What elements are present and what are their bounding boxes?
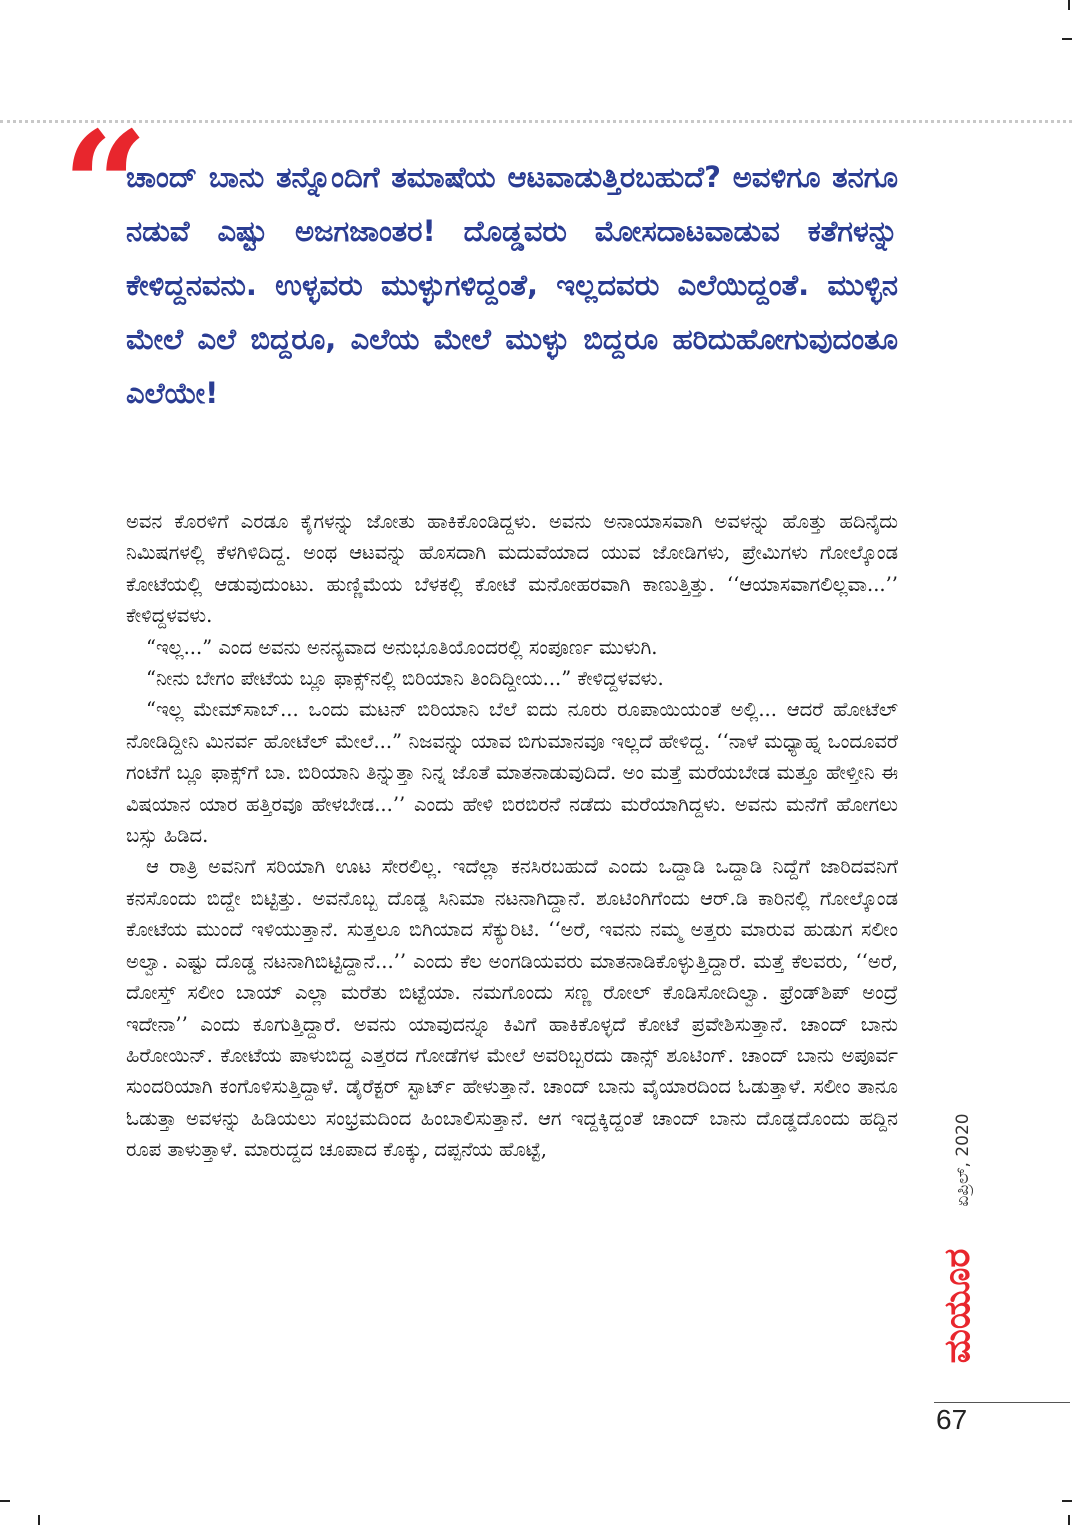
pull-quote: ಚಾಂದ್ ಬಾನು ತನ್ನೊಂದಿಗೆ ತಮಾಷೆಯ ಆಟವಾಡುತ್ತಿರಬಹುದೆ? ಅವಳಿಗೂ ತನಗೂ ನಡುವೆ ಎಷ್ಟು ಅಜಗಜಾಂತರ! ದೊಡ್ಡವರು ಮೋಸದಾಟವಾಡುವ ಕತೆಗಳನ್ನು ಕೇಳಿದ್ದನವನು. ಉಳ್ಳವರು ಮುಳ್ಳುಗಳಿದ್ದಂತೆ, ಇಲ್ಲದವರು ಎಲೆಯಿದ್ದಂತೆ. ಮುಳ್ಳಿನ ಮೇಲೆ ಎಲೆ ಬಿದ್ದರೂ, ಎಲೆಯ ಮೇಲೆ ಮುಳ್ಳು ಬಿದ್ದರೂ ಹರಿದುಹೋಗುವುದಂತೂ ಎಲೆಯೇ!: [126, 160, 898, 410]
article-body: [126, 506, 898, 1166]
crop-mark-right-upper: [1062, 38, 1072, 40]
quote-mark-icon: “: [62, 99, 149, 275]
paragraph: ಅವನ ಕೊರಳಿಗೆ ಎರಡೂ ಕೈಗಳನ್ನು ಜೋತು ಹಾಕಿಕೊಂಡಿದ್ದಳು. ಅವನು ಅನಾಯಾಸವಾಗಿ ಅವಳನ್ನು ಹೊತ್ತು ಹದಿನೈದು ನಿಮಿಷಗಳಲ್ಲಿ ಕೆಳಗಿಳಿದಿದ್ದ. ಅಂಥ ಆಟವನ್ನು ಹೊಸದಾಗಿ ಮದುವೆಯಾದ ಯುವ ಜೋಡಿಗಳು, ಪ್ರೇಮಿಗಳು ಗೋಲ್ಕೊಂಡ ಕೋಟೆಯಲ್ಲಿ ಆಡುವುದುಂಟು. ಹುಣ್ಣಿಮೆಯ ಬೆಳಕಲ್ಲಿ ಕೋಟೆ ಮನೋಹರವಾಗಿ ಕಾಣುತ್ತಿತ್ತು. ‘‘ಆಯಾಸವಾಗಲಿಲ್ಲವಾ...’’ ಕೇಳಿದ್ದಳವಳು.: [126, 510, 898, 628]
issue-date: [946, 1105, 980, 1215]
magazine-logo: [933, 1222, 983, 1390]
crop-mark-bottom-right: [1068, 1515, 1070, 1525]
paragraph: “ಇಲ್ಲ ಮೇಮ್‌ಸಾಬ್... ಒಂದು ಮಟನ್ ಬಿರಿಯಾನಿ ಬೆಲೆ ಐದು ನೂರು ರೂಪಾಯಿಯಂತೆ ಅಲ್ಲಿ... ಆದರೆ ಹೋಟೆಲ್ ನೋಡಿದ್ದೀನಿ ಮಿನರ್ವ ಹೋಟೆಲ್ ಮೇಲೆ...” ನಿಜವನ್ನು ಯಾವ ಬಿಗುಮಾನವೂ ಇಲ್ಲದೆ ಹೇಳಿದ್ದ. ‘‘ನಾಳೆ ಮಧ್ಯಾಹ್ನ ಒಂದೂವರೆ ಗಂಟೆಗೆ ಬ್ಲೂ ಫಾಕ್ಸ್‌ಗೆ ಬಾ. ಬಿರಿಯಾನಿ ತಿನ್ನುತ್ತಾ ನಿನ್ನ ಜೊತೆ ಮಾತನಾಡುವುದಿದೆ. ಅಂ ಮತ್ತೆ ಮರೆಯಬೇಡ ಮತ್ತೂ ಹೇಳ್ತೀನಿ ಈ ವಿಷಯಾನ ಯಾರ ಹತ್ತಿರವೂ ಹೇಳಬೇಡ...’’ ಎಂದು ಹೇಳಿ ಬಿರಬಿರನೆ ನಡೆದು ಮರೆಯಾಗಿದ್ದಳು. ಅವನು ಮನೆಗೆ ಹೋಗಲು ಬಸ್ಸು ಹಿಡಿದ.: [126, 698, 898, 848]
paragraph: “ನೀನು ಬೇಗಂ ಪೇಟೆಯ ಬ್ಲೂ ಫಾಕ್ಸ್‌ನಲ್ಲಿ ಬಿರಿಯಾನಿ ತಿಂದಿದ್ದೀಯ...” ಕೇಳಿದ್ದಳವಳು.: [146, 667, 664, 691]
paragraph: ಆ ರಾತ್ರಿ ಅವನಿಗೆ ಸರಿಯಾಗಿ ಊಟ ಸೇರಲಿಲ್ಲ. ಇದೆಲ್ಲಾ ಕನಸಿರಬಹುದೆ ಎಂದು ಒದ್ದಾಡಿ ಒದ್ದಾಡಿ ನಿದ್ದೆಗೆ ಜಾರಿದವನಿಗೆ ಕನಸೊಂದು ಬಿದ್ದೇ ಬಿಟ್ಟಿತ್ತು. ಅವನೊಬ್ಬ ದೊಡ್ಡ ಸಿನಿಮಾ ನಟನಾಗಿದ್ದಾನೆ. ಶೂಟಿಂಗಿಗೆಂದು ಆರ್.ಡಿ ಕಾರಿನಲ್ಲಿ ಗೋಲ್ಕೊಂಡ ಕೋಟೆಯ ಮುಂದೆ ಇಳಿಯುತ್ತಾನೆ. ಸುತ್ತಲೂ ಬಿಗಿಯಾದ ಸೆಕ್ಯುರಿಟಿ. ‘‘ಅರೆ, ಇವನು ನಮ್ಮ ಅತ್ತರು ಮಾರುವ ಹುಡುಗ ಸಲೀಂ ಅಲ್ವಾ. ಎಷ್ಟು ದೊಡ್ಡ ನಟನಾಗಿಬಿಟ್ಟಿದ್ದಾನೆ...’’ ಎಂದು ಕೆಲ ಅಂಗಡಿಯವರು ಮಾತನಾಡಿಕೊಳ್ಳುತ್ತಿದ್ದಾರೆ. ಮತ್ತೆ ಕೆಲವರು, ‘‘ಅರೆ, ದೋಸ್ತ್ ಸಲೀಂ ಬಾಯ್ ಎಲ್ಲಾ ಮರೆತು ಬಿಟ್ಟೆಯಾ. ನಮಗೊಂದು ಸಣ್ಣ ರೋಲ್ ಕೊಡಿಸೋದಿಲ್ವಾ. ಫ್ರೆಂಡ್‌ಶಿಪ್ ಅಂದ್ರೆ ಇದೇನಾ’’ ಎಂದು ಕೂಗುತ್ತಿದ್ದಾರೆ. ಅವನು ಯಾವುದನ್ನೂ ಕಿವಿಗೆ ಹಾಕಿಕೊಳ್ಳದೆ ಕೋಟೆ ಪ್ರವೇಶಿಸುತ್ತಾನೆ. ಚಾಂದ್ ಬಾನು ಹಿರೋಯಿನ್. ಕೋಟೆಯ ಪಾಳುಬಿದ್ದ ಎತ್ತರದ ಗೋಡೆಗಳ ಮೇಲೆ ಅವರಿಬ್ಬರದು ಡಾನ್ಸ್ ಶೂಟಿಂಗ್. ಚಾಂದ್ ಬಾನು ಅಪೂರ್ವ ಸುಂದರಿಯಾಗಿ ಕಂಗೊಳಿಸುತ್ತಿದ್ದಾಳೆ. ಡೈರೆಕ್ಟರ್ ಸ್ಟಾರ್ಟ್ ಹೇಳುತ್ತಾನೆ. ಚಾಂದ್ ಬಾನು ವೈಯಾರದಿಂದ ಓಡುತ್ತಾಳೆ. ಸಲೀಂ ತಾನೂ ಓಡುತ್ತಾ ಅವಳನ್ನು ಹಿಡಿಯಲು ಸಂಭ್ರಮದಿಂದ ಹಿಂಬಾಲಿಸುತ್ತಾನೆ. ಆಗ ಇದ್ದಕ್ಕಿದ್ದಂತೆ ಚಾಂದ್ ಬಾನು ದೊಡ್ಡದೊಂದು ಹದ್ದಿನ ರೂಪ ತಾಳುತ್ತಾಳೆ. ಮಾರುದ್ದದ ಚೂಪಾದ ಕೊಕ್ಕು, ದಪ್ಪನೆಯ ಹೊಟ್ಟೆ,: [126, 855, 898, 1162]
crop-mark-top-right: [1068, 0, 1070, 10]
crop-mark-bottom-left: [38, 1515, 40, 1525]
page-number: 67: [936, 1404, 968, 1435]
crop-mark-left-bottom: [0, 1500, 10, 1502]
dotted-separator: [0, 120, 1072, 123]
crop-mark-right-lower: [1062, 1500, 1072, 1502]
page-number-rule: [934, 1402, 1070, 1403]
magazine-logo-text: ಮಯೂರ: [937, 1248, 978, 1364]
issue-date-text: ಏಪ್ರಿಲ್, 2020: [953, 1113, 973, 1207]
paragraph: “ಇಲ್ಲ...” ಎಂದ ಅವನು ಅನನ್ಯವಾದ ಅನುಭೂತಿಯೊಂದರಲ್ಲಿ ಸಂಪೂರ್ಣ ಮುಳುಗಿ.: [146, 635, 658, 659]
